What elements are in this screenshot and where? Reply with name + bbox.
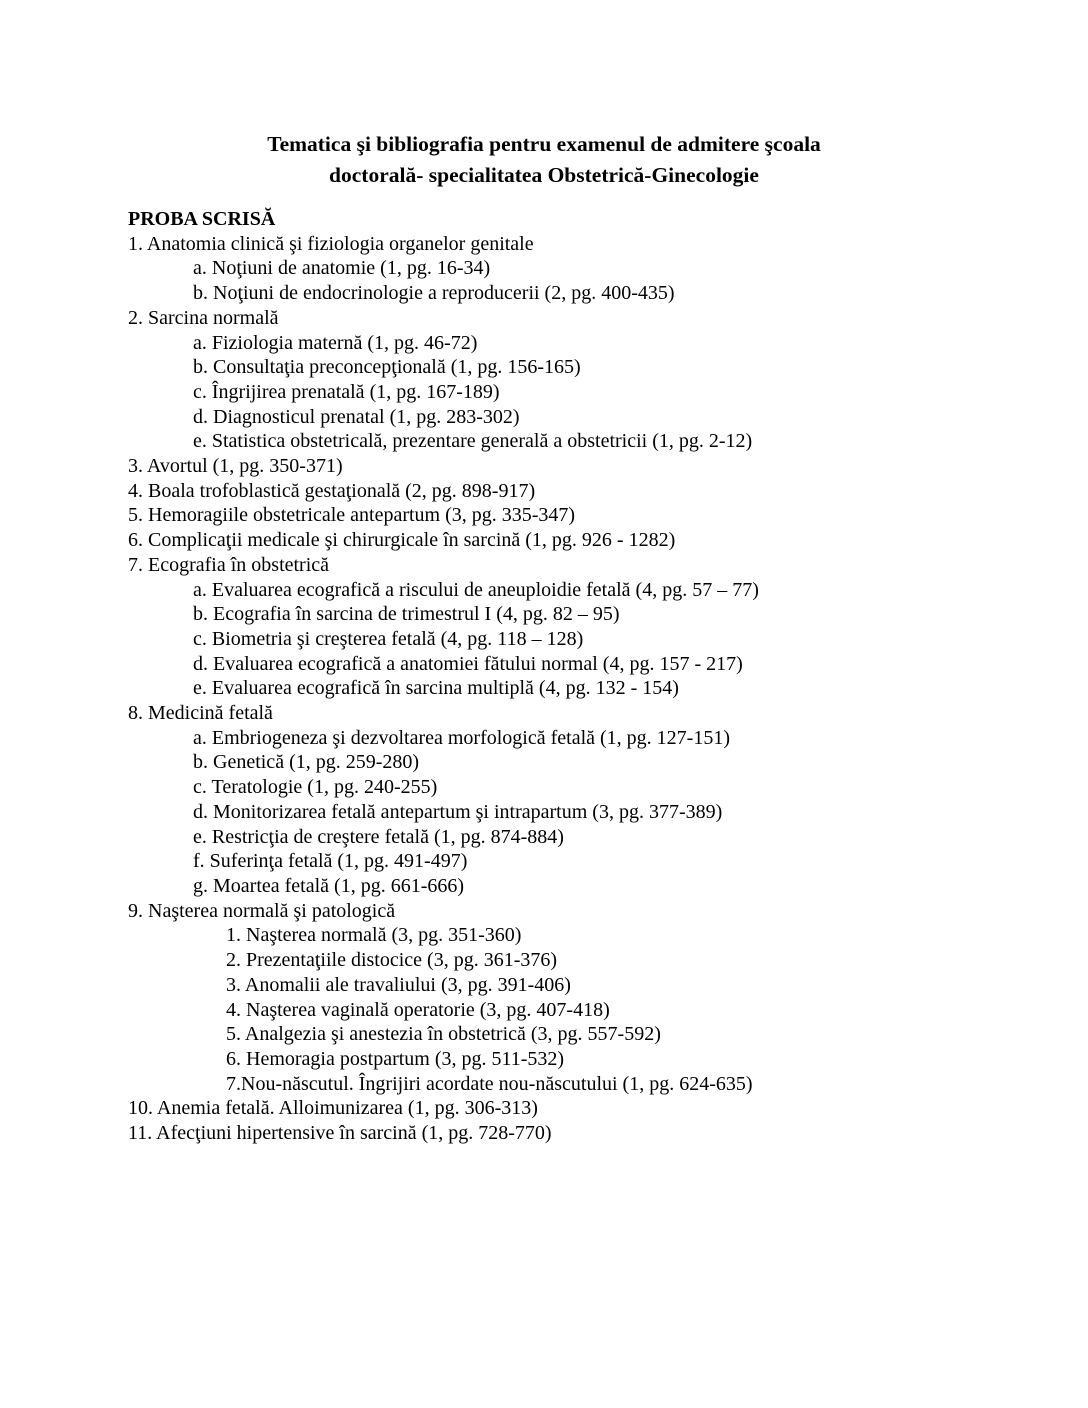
list-item: 5. Hemoragiile obstetricale antepartum (3, pg. 335-347) [128,504,576,527]
list-item: 7. Ecografia în obstetrică [128,553,330,576]
list-item: e. Evaluarea ecografică în sarcina multiplă (4, pg. 132 - 154) [193,677,679,700]
list-item: 6. Hemoragia postpartum (3, pg. 511-532) [226,1047,565,1070]
list-item: 11. Afecţiuni hipertensive în sarcină (1, pg. 728-770) [128,1122,552,1145]
list-item: c. Biometria şi creşterea fetală (4, pg. 118 – 128) [193,627,584,650]
list-item: a. Embriogeneza şi dezvoltarea morfologică fetală (1, pg. 127-151) [193,726,731,749]
title-line-1: Tematica şi bibliografia pentru examenul de admitere şcoala [267,132,821,156]
list-item: b. Noţiuni de endocrinologie a reproducerii (2, pg. 400-435) [193,282,675,305]
list-item: e. Restricţia de creştere fetală (1, pg. 874-884) [193,825,564,848]
list-item: f. Suferinţa fetală (1, pg. 491-497) [193,850,468,873]
section-heading: PROBA SCRISĂ [128,208,276,230]
list-item: d. Evaluarea ecografică a anatomiei fătului normal (4, pg. 157 - 217) [193,652,743,675]
list-item: 9. Naşterea normală şi patologică [128,899,396,922]
list-item: a. Fiziologia maternă (1, pg. 46-72) [193,331,478,354]
list-item: e. Statistica obstetricală, prezentare generală a obstetricii (1, pg. 2-12) [193,430,753,453]
list-item: 10. Anemia fetală. Alloimunizarea (1, pg. 306-313) [128,1097,538,1120]
list-item: 4. Naşterea vaginală operatorie (3, pg. 407-418) [226,998,610,1021]
list-item: 1. Naşterea normală (3, pg. 351-360) [226,924,522,947]
list-item: a. Noţiuni de anatomie (1, pg. 16-34) [193,257,491,280]
list-item: d. Diagnosticul prenatal (1, pg. 283-302) [193,405,520,428]
list-item: b. Ecografia în sarcina de trimestrul I (4, pg. 82 – 95) [193,603,620,626]
list-item: 3. Avortul (1, pg. 350-371) [128,455,343,478]
list-item: 3. Anomalii ale travaliului (3, pg. 391-406) [226,973,571,996]
list-item: c. Teratologie (1, pg. 240-255) [193,776,438,799]
list-item: 6. Complicaţii medicale şi chirurgicale în sarcină (1, pg. 926 - 1282) [128,529,676,552]
list-item: 1. Anatomia clinică şi fiziologia organelor genitale [128,232,534,255]
list-item: 5. Analgezia şi anestezia în obstetrică (3, pg. 557-592) [226,1023,661,1046]
list-item: b. Consultaţia preconcepţională (1, pg. 156-165) [193,356,581,379]
list-item: d. Monitorizarea fetală antepartum şi intrapartum (3, pg. 377-389) [193,800,723,823]
list-item: g. Moartea fetală (1, pg. 661-666) [193,874,465,897]
document-title [0,129,1088,191]
list-item: 7.Nou-născutul. Îngrijiri acordate nou-născutului (1, pg. 624-635) [226,1072,753,1095]
title-line-2: doctorală- specialitatea Obstetrică-Ginecologie [329,163,759,187]
list-item: 8. Medicină fetală [128,702,273,725]
topic-list [128,232,1028,1146]
list-item: c. Îngrijirea prenatală (1, pg. 167-189) [193,380,500,403]
list-item: a. Evaluarea ecografică a riscului de aneuploidie fetală (4, pg. 57 – 77) [193,578,759,601]
list-item: 2. Sarcina normală [128,306,279,329]
list-item: 2. Prezentaţiile distocice (3, pg. 361-376) [226,949,558,972]
list-item: b. Genetică (1, pg. 259-280) [193,751,420,774]
list-item: 4. Boala trofoblastică gestaţională (2, pg. 898-917) [128,479,536,502]
